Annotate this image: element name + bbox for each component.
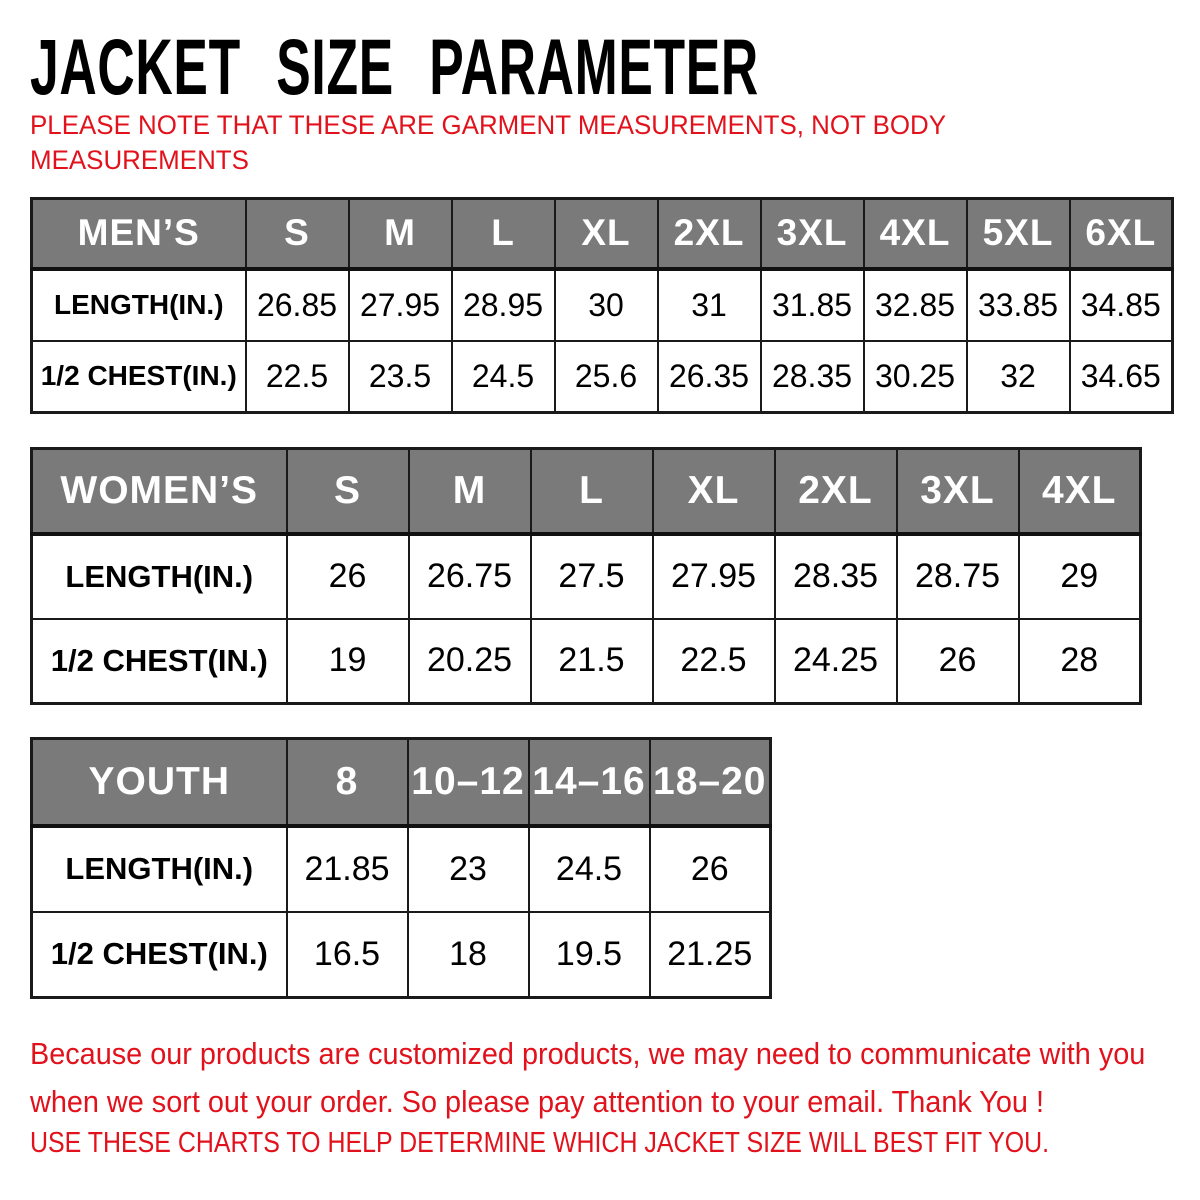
value-cell: 19.5 — [529, 912, 650, 998]
garment-measurement-note — [30, 108, 946, 178]
value-cell: 24.25 — [775, 619, 897, 704]
value-cell: 21.25 — [650, 912, 771, 998]
value-cell: 27.5 — [531, 534, 653, 619]
youth-length-row — [32, 826, 771, 912]
value-cell: 26 — [897, 619, 1019, 704]
mens-size-header-cell: 3XL — [761, 199, 864, 269]
mens-size-header-cell: 4XL — [864, 199, 967, 269]
value-cell: 19 — [287, 619, 409, 704]
value-cell: 30.25 — [864, 341, 967, 413]
value-cell: 23.5 — [349, 341, 452, 413]
value-cell: 34.85 — [1070, 269, 1173, 341]
value-cell: 18 — [408, 912, 529, 998]
chart-usage-note: USE THESE CHARTS TO HELP DETERMINE WHICH JACKET SIZE WILL BEST FIT YOU. — [30, 1127, 1050, 1159]
womens-size-header-cell: 4XL — [1019, 449, 1141, 534]
youth-size-header-cell: 8 — [287, 739, 408, 826]
row-label-cell: LENGTH(IN.) — [32, 534, 287, 619]
value-cell: 16.5 — [287, 912, 408, 998]
customization-notice-line-1: Because our products are customized products, we may need to communicate with you — [30, 1036, 1146, 1071]
mens-size-header-cell: S — [246, 199, 349, 269]
value-cell: 28.95 — [452, 269, 555, 341]
womens-size-table — [30, 447, 1142, 705]
value-cell: 24.5 — [529, 826, 650, 912]
womens-size-header-cell: S — [287, 449, 409, 534]
value-cell: 32 — [967, 341, 1070, 413]
youth-size-header-cell: 14–16 — [529, 739, 650, 826]
value-cell: 32.85 — [864, 269, 967, 341]
value-cell: 33.85 — [967, 269, 1070, 341]
youth-group-header-cell: YOUTH — [32, 739, 287, 826]
youth-header-row — [32, 739, 771, 826]
value-cell: 28.35 — [775, 534, 897, 619]
womens-size-header-cell: 3XL — [897, 449, 1019, 534]
value-cell: 30 — [555, 269, 658, 341]
value-cell: 28.75 — [897, 534, 1019, 619]
value-cell: 21.85 — [287, 826, 408, 912]
womens-chest-row — [32, 619, 1141, 704]
mens-length-row — [32, 269, 1173, 341]
value-cell: 27.95 — [349, 269, 452, 341]
mens-size-header-cell: 2XL — [658, 199, 761, 269]
mens-size-table — [30, 197, 1174, 414]
mens-size-header-cell: 6XL — [1070, 199, 1173, 269]
mens-header-row — [32, 199, 1173, 269]
note-line-1: PLEASE NOTE THAT THESE ARE GARMENT MEASUREMENTS, NOT BODY — [30, 110, 947, 140]
value-cell: 26 — [650, 826, 771, 912]
mens-group-header-cell: MEN’S — [32, 199, 246, 269]
customization-notice-line-2: when we sort out your order. So please pay attention to your email. Thank You ! — [30, 1084, 1044, 1119]
value-cell: 29 — [1019, 534, 1141, 619]
row-label-cell: 1/2 CHEST(IN.) — [32, 341, 246, 413]
mens-chest-row — [32, 341, 1173, 413]
value-cell: 22.5 — [246, 341, 349, 413]
value-cell: 26.35 — [658, 341, 761, 413]
value-cell: 23 — [408, 826, 529, 912]
page-title: JACKET SIZE PARAMETER — [30, 23, 759, 112]
mens-size-header-cell: L — [452, 199, 555, 269]
womens-length-row — [32, 534, 1141, 619]
value-cell: 34.65 — [1070, 341, 1173, 413]
youth-size-header-cell: 10–12 — [408, 739, 529, 826]
row-label-cell: 1/2 CHEST(IN.) — [32, 912, 287, 998]
value-cell: 26 — [287, 534, 409, 619]
value-cell: 25.6 — [555, 341, 658, 413]
value-cell: 27.95 — [653, 534, 775, 619]
youth-size-header-cell: 18–20 — [650, 739, 771, 826]
value-cell: 26.85 — [246, 269, 349, 341]
value-cell: 22.5 — [653, 619, 775, 704]
value-cell: 28 — [1019, 619, 1141, 704]
youth-size-table — [30, 737, 772, 999]
womens-size-header-cell: 2XL — [775, 449, 897, 534]
note-line-2: MEASUREMENTS — [30, 145, 249, 175]
youth-chest-row — [32, 912, 771, 998]
womens-size-header-cell: XL — [653, 449, 775, 534]
mens-size-header-cell: M — [349, 199, 452, 269]
mens-size-header-cell: 5XL — [967, 199, 1070, 269]
womens-size-header-cell: L — [531, 449, 653, 534]
value-cell: 20.25 — [409, 619, 531, 704]
womens-header-row — [32, 449, 1141, 534]
customization-notice — [30, 1030, 1145, 1126]
row-label-cell: 1/2 CHEST(IN.) — [32, 619, 287, 704]
row-label-cell: LENGTH(IN.) — [32, 826, 287, 912]
mens-size-header-cell: XL — [555, 199, 658, 269]
value-cell: 26.75 — [409, 534, 531, 619]
value-cell: 24.5 — [452, 341, 555, 413]
value-cell: 21.5 — [531, 619, 653, 704]
value-cell: 28.35 — [761, 341, 864, 413]
value-cell: 31.85 — [761, 269, 864, 341]
value-cell: 31 — [658, 269, 761, 341]
row-label-cell: LENGTH(IN.) — [32, 269, 246, 341]
womens-size-header-cell: M — [409, 449, 531, 534]
womens-group-header-cell: WOMEN’S — [32, 449, 287, 534]
